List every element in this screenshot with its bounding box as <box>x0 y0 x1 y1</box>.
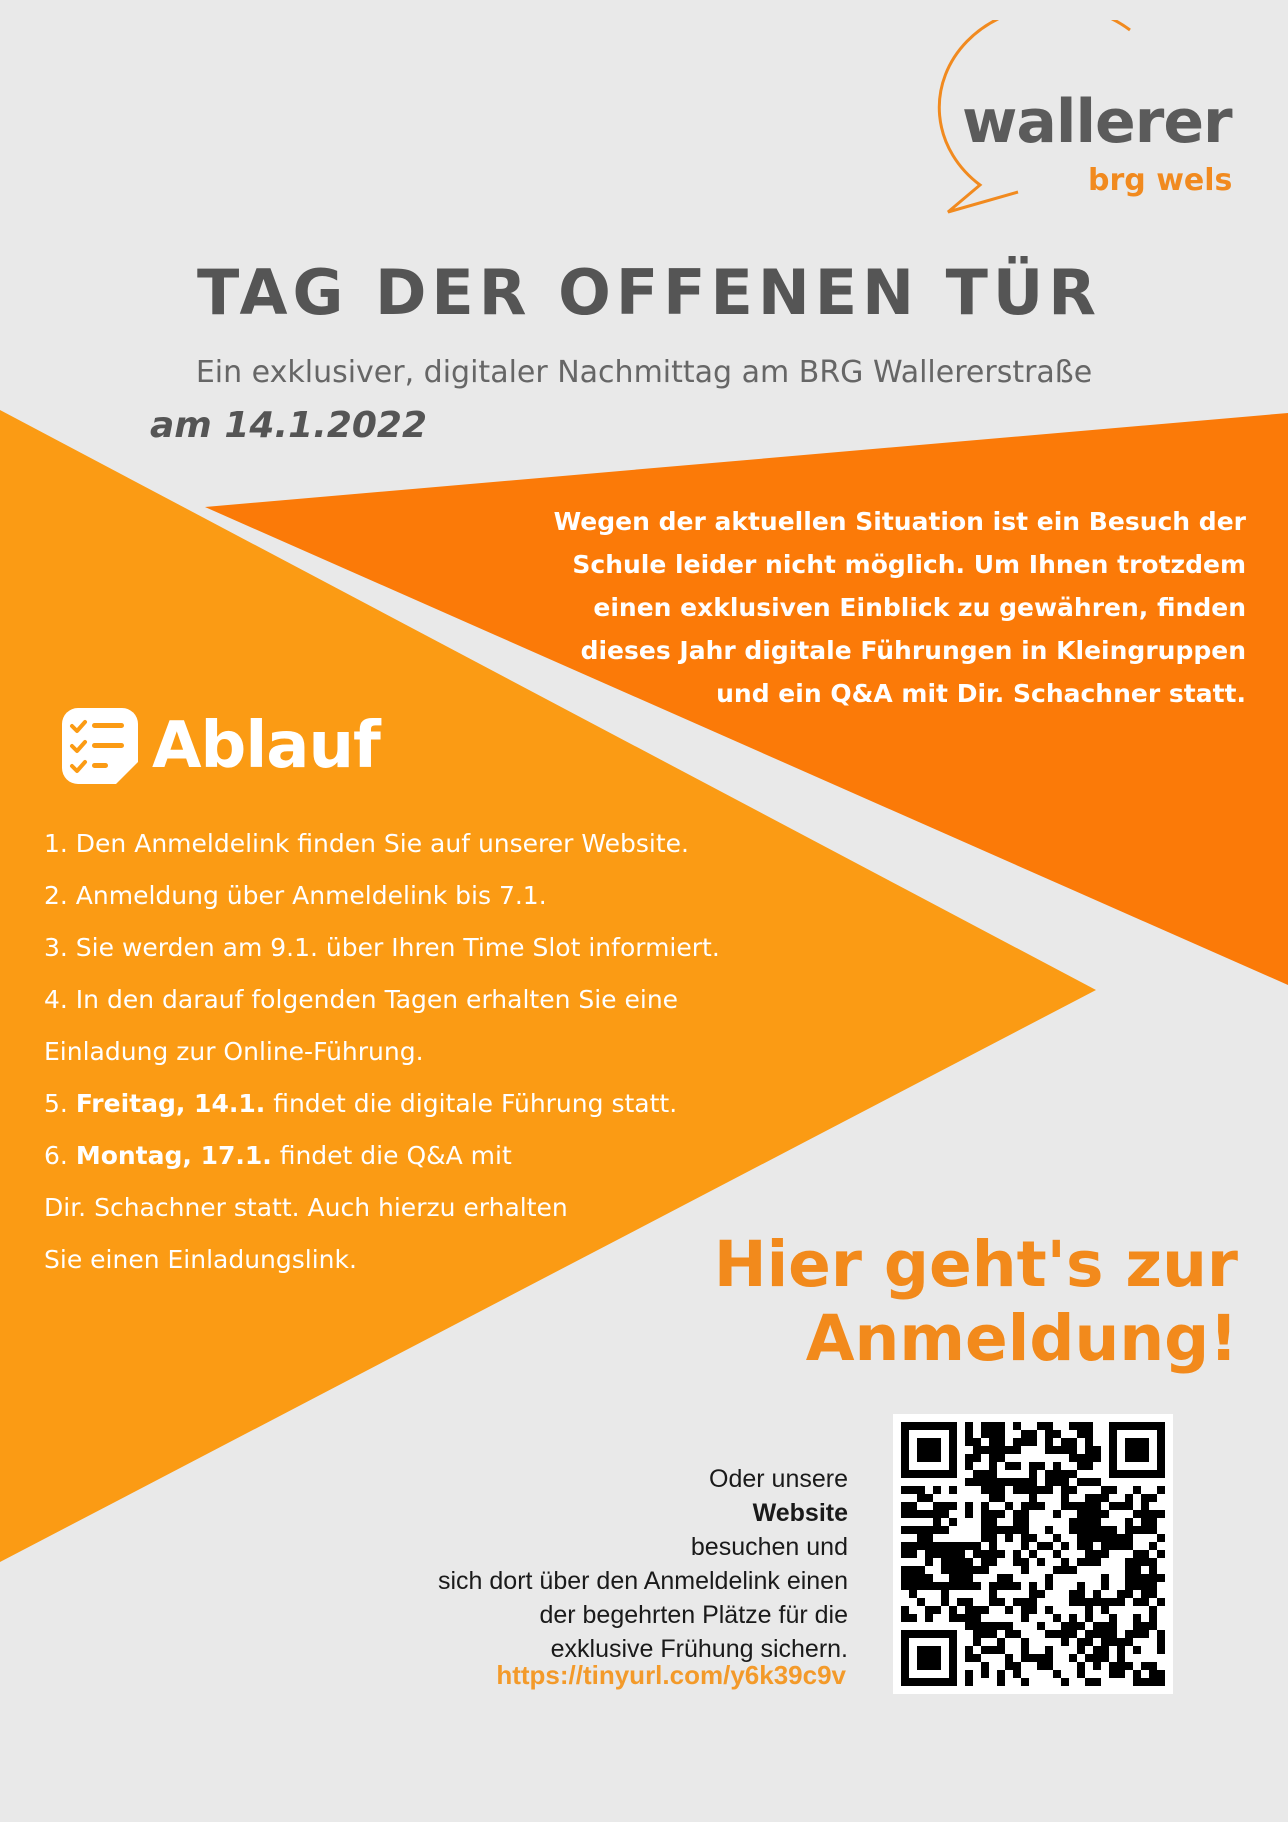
step-date: Freitag, 14.1. <box>75 1089 266 1118</box>
ablauf-heading: Ablauf <box>152 709 380 783</box>
checklist-icon <box>60 706 140 786</box>
registration-cta <box>538 1228 1238 1376</box>
situation-line: einen exklusiven Einblick zu gewähren, finden <box>593 593 1246 622</box>
website-info <box>248 1462 848 1666</box>
list-item <box>44 1078 720 1130</box>
info-text: Oder unsere <box>709 1465 848 1493</box>
page-title: TAG DER OFFENEN TÜR <box>197 256 1101 329</box>
list-item: 4. In den darauf folgenden Tagen erhalten Sie eine <box>44 985 679 1014</box>
info-line: der begehrten Plätze für die <box>539 1601 848 1629</box>
school-logo <box>890 20 1250 225</box>
info-line <box>248 1462 848 1564</box>
step-text: findet die digitale Führung statt. <box>265 1089 678 1118</box>
info-text: besuchen und <box>690 1533 848 1561</box>
info-line: exklusive Frühung sichern. <box>550 1635 848 1663</box>
info-website: Website <box>752 1499 848 1527</box>
step-number: 6. <box>44 1141 76 1170</box>
ablauf-steps <box>44 818 720 1286</box>
event-date: am 14.1.2022 <box>150 405 428 446</box>
cta-line: Anmeldung! <box>805 1302 1238 1375</box>
situation-line: und ein Q&A mit Dir. Schachner statt. <box>716 679 1246 708</box>
cta-line: Hier geht's zur <box>713 1228 1238 1301</box>
list-item: Einladung zur Online-Führung. <box>44 1037 424 1066</box>
info-line: sich dort über den Anmeldelink einen <box>438 1567 848 1595</box>
list-item <box>44 1130 720 1182</box>
step-number: 5. <box>44 1089 76 1118</box>
list-item: 2. Anmeldung über Anmeldelink bis 7.1. <box>44 881 547 910</box>
step-text: findet die Q&A mit <box>271 1141 512 1170</box>
logo-wordmark: wallerer <box>962 87 1232 157</box>
step-date: Montag, 17.1. <box>75 1141 272 1170</box>
logo-subtitle: brg wels <box>1088 163 1233 198</box>
situation-line: Wegen der aktuellen Situation ist ein Besuch der <box>553 507 1246 536</box>
list-item: Dir. Schachner statt. Auch hierzu erhalten <box>44 1193 568 1222</box>
qr-code-icon[interactable] <box>893 1414 1173 1694</box>
list-item: 1. Den Anmeldelink finden Sie auf unserer Website. <box>44 829 689 858</box>
page-subtitle: Ein exklusiver, digitaler Nachmittag am BRG Wallererstraße <box>195 355 1093 390</box>
situation-line: Schule leider nicht möglich. Um Ihnen trotzdem <box>572 550 1246 579</box>
situation-line: dieses Jahr digitale Führungen in Kleingruppen <box>580 636 1246 665</box>
registration-link[interactable]: https://tinyurl.com/y6k39c9v <box>496 1660 846 1690</box>
situation-notice <box>466 500 1246 715</box>
list-item: 3. Sie werden am 9.1. über Ihren Time Slot informiert. <box>44 933 720 962</box>
list-item: Sie einen Einladungslink. <box>44 1245 357 1274</box>
